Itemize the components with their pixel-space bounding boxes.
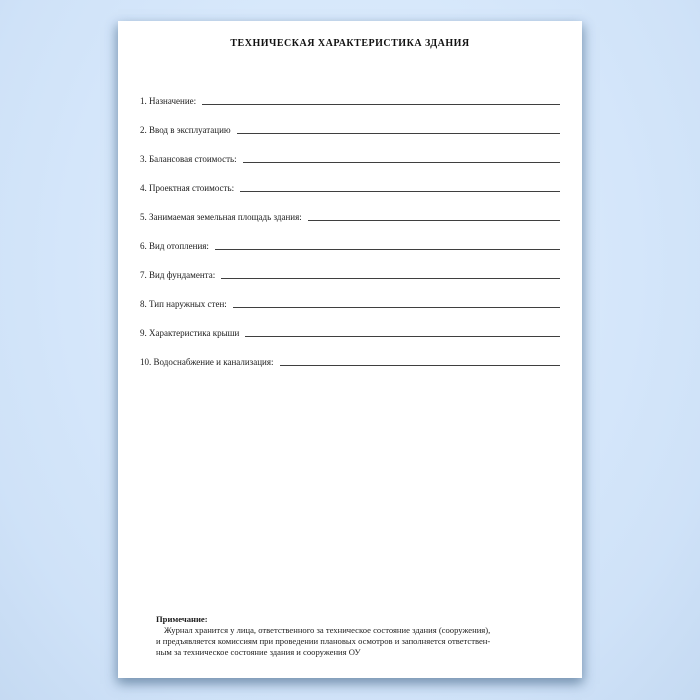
note-line: ным за техническое состояние здания и сооружения ОУ	[156, 647, 361, 657]
field-label: 3. Балансовая стоимость:	[140, 154, 237, 164]
field-row-vid-fundamenta	[140, 269, 560, 281]
field-row-naznachenie	[140, 95, 560, 107]
field-list	[140, 95, 560, 368]
field-label: 2. Ввод в эксплуатацию	[140, 125, 231, 135]
field-blank-line	[221, 269, 560, 279]
field-row-kharakteristika-kryshi	[140, 327, 560, 339]
field-label: 9. Характеристика крыши	[140, 328, 240, 338]
field-row-vodosnabzhenie	[140, 356, 560, 368]
note-line: и предъявляется комиссиям при проведении плановых осмотров и заполняется ответствен-	[156, 636, 491, 646]
field-row-zanimaemaya-ploshchad	[140, 211, 560, 223]
field-label: 5. Занимаемая земельная площадь здания:	[140, 212, 302, 222]
field-blank-line	[202, 95, 560, 105]
note-heading: Примечание:	[156, 614, 208, 624]
field-row-vvod-v-ekspluatatsiyu	[140, 124, 560, 136]
field-row-balansovaya-stoimost	[140, 153, 560, 165]
field-blank-line	[245, 327, 560, 337]
field-blank-line	[233, 298, 560, 308]
field-label: 1. Назначение:	[140, 96, 197, 106]
field-label: 6. Вид отопления:	[140, 241, 209, 251]
field-label: 10. Водоснабжение и канализация:	[140, 357, 274, 367]
note-line: Журнал хранится у лица, ответственного за техническое состояние здания (сооружения),	[164, 625, 491, 635]
field-blank-line	[215, 240, 560, 250]
field-blank-line	[280, 356, 561, 366]
field-row-vid-otopleniya	[140, 240, 560, 252]
field-blank-line	[237, 124, 560, 134]
document-page	[118, 21, 582, 678]
field-label: 7. Вид фундамента:	[140, 270, 216, 280]
field-blank-line	[240, 182, 560, 192]
field-blank-line	[308, 211, 560, 221]
field-row-tip-naruzhnykh-sten	[140, 298, 560, 310]
document-title: ТЕХНИЧЕСКАЯ ХАРАКТЕРИСТИКА ЗДАНИЯ	[230, 38, 470, 49]
field-label: 4. Проектная стоимость:	[140, 183, 235, 193]
note-block	[156, 614, 546, 658]
field-row-proektnaya-stoimost	[140, 182, 560, 194]
field-blank-line	[243, 153, 560, 163]
field-label: 8. Тип наружных стен:	[140, 299, 227, 309]
